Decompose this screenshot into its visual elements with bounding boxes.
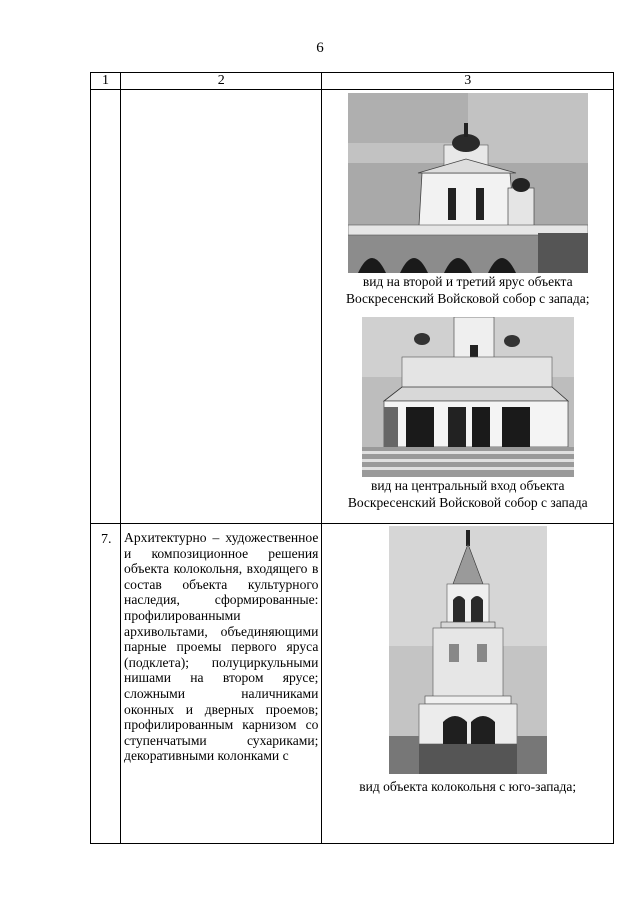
row-photos-cell bbox=[322, 90, 614, 524]
row-description-cell: Архитектурно – художественное и композиционное решения объекта колокольня, входящего в состав объекта культурного наследия, сформированные: профилированными архивольтами, объединяющими парные проемы первого яруса (подклета); полуциркульными нишами на втором ярусе; сложными наличниками оконных и дверных проемов; профилированным карнизом со ступенчатыми сухариками; декоративными колонками с bbox=[121, 524, 322, 844]
photo-bell-tower bbox=[389, 526, 547, 774]
photo-cathedral-upper-tiers bbox=[348, 93, 588, 273]
page-number: 6 bbox=[316, 40, 324, 56]
heritage-table bbox=[90, 72, 614, 844]
photo-caption-line2: Воскресенский Войсковой собор с запада; bbox=[345, 291, 590, 306]
photo-caption-line1: вид на второй и третий ярус объекта bbox=[362, 274, 573, 289]
photo-caption: вид объекта колокольня с юго-запада; bbox=[359, 779, 577, 794]
photo-caption-line2: Воскресенский Войсковой собор с запада bbox=[347, 495, 588, 510]
table-row bbox=[91, 524, 614, 844]
photo-cathedral-central-entrance bbox=[362, 317, 574, 477]
column-header-3: 3 bbox=[322, 73, 614, 90]
column-header-2: 2 bbox=[121, 73, 322, 90]
row-number-cell: 7. bbox=[91, 524, 121, 844]
column-header-1: 1 bbox=[91, 73, 121, 90]
table-row bbox=[91, 90, 614, 524]
row-photos-cell bbox=[322, 524, 614, 844]
row-description-cell bbox=[121, 90, 322, 524]
row-number-cell bbox=[91, 90, 121, 524]
table-header-row bbox=[91, 73, 614, 90]
photo-caption-line1: вид на центральный вход объекта bbox=[370, 478, 565, 493]
